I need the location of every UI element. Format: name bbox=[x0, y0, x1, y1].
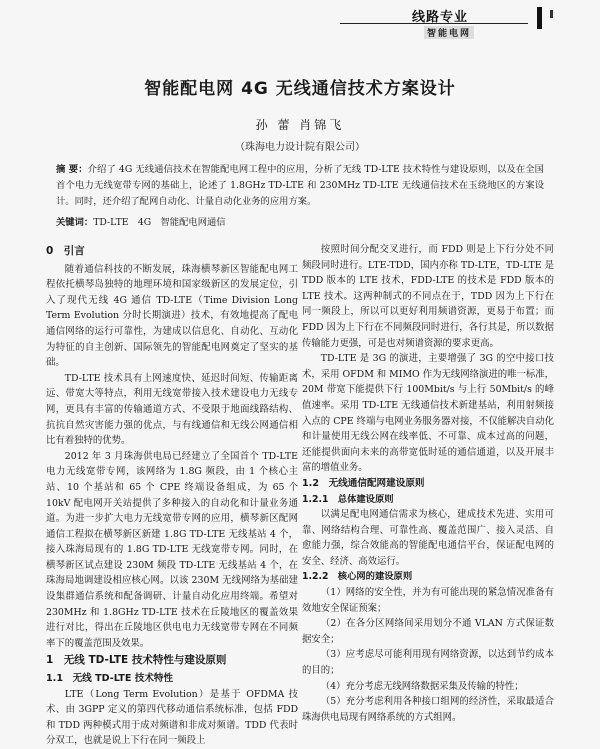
right-paragraph-2: TD-LTE 是 3G 的演进，主要增强了 3G 的空中接口技术，采用 OFDM 和 MIMO 作为无线网络演进的唯一标准，20M 带宽下能提供下行 100Mbit/s 与上行 50Mbit/s 的峰值速率。采用 TD-LTE 无线通信技术新建基站，利用射频接入点的 CPE 终端与电网业务服务器对接，不仅能解决自动化和计量使用无线公网在线率低、不可靠、成本过高的问题，还能提供面向未来的高带宽低时延的通信通道，以及开展丰富的增值业务。 bbox=[302, 353, 554, 474]
principle-item-2: （2）在各分区网络间采用划分不通 VLAN 方式保证数据安全； bbox=[302, 618, 554, 645]
section-1-2-1-paragraph: 以满足配电网通信需求为核心，建成技术先进、实用可靠、网络结构合理、可靠性高、覆盖范围广、接入灵活、自愈能力强，综合效能高的智能配电通信平台，保证配电网的安全、经济、高效运行。 bbox=[302, 509, 554, 567]
intro-paragraph-2: TD-LTE 技术具有上网速度快、延迟时间短、传输距离远、带宽大等特点，利用无线宽带接入技术建设电力无线专网，更具有丰富的传输通道方式、不受限于地面线路结构、抗抗自然灾害能力强的优点，与有线通信和无线公网通信相比有着独特的优势。 bbox=[46, 372, 298, 447]
abstract bbox=[56, 162, 544, 210]
paper-affiliation: （珠海电力设计院有限公司） bbox=[235, 142, 365, 153]
section-1-2-1-heading: 1.2.1 总体建设原则 bbox=[302, 493, 394, 505]
header-subtitle: 智能电网 bbox=[424, 26, 474, 39]
intro-heading: 0 引言 bbox=[46, 245, 85, 257]
principle-item-5: （5）充分考虑利用各种接口组网的经济性，采取最适合珠海供电局现有网络系统的方式组网。 bbox=[302, 696, 554, 723]
paper-authors: 孙 蕾 肖锦飞 bbox=[255, 118, 345, 132]
right-column bbox=[302, 242, 554, 722]
header-section-label: 线路专业 bbox=[412, 10, 469, 25]
header-small-mark bbox=[550, 10, 553, 18]
section-1-heading: 1 无线 TD-LTE 技术特性与建设原则 bbox=[46, 654, 227, 667]
section-1-2-heading: 1.2 无线通信配网建设原则 bbox=[302, 477, 425, 489]
section-1-1-paragraph-1: LTE（Long Term Evolution）是基于 OFDMA 技术、由 3GPP 定义的第四代移动通信系统标准，包括 FDD 和 TDD 两种模式用于成对频谱和非成对频谱。TDD 代表时分双工，也就是说上下行在同一频段上 bbox=[46, 688, 298, 747]
section-1-2-2-heading: 1.2.2 核心网的建设原则 bbox=[302, 571, 413, 583]
left-column bbox=[46, 242, 298, 747]
intro-paragraph-3: 2012 年 3 月珠海供电局已经建立了全国首个 TD-LTE 电力无线宽带专网，该网络为 1.8G 频段，由 1 个核心主站、10 个基站和 65 个 CPE 终端设备组成，为 65 个 10kV 配电网开关站提供了多种接入的自动化和计量业务通道。为进一步扩大电力无线宽带专网的应用，横琴新区配网通信工程拟在横琴新区新建 1.8G TD-LTE 无线基站 4 个，接入珠海局现有的 1.8G TD-LTE 无线宽带专网。同时，在横琴新区试点建设 230M 频段 TD-LTE 无线基站 4 个，在珠海局地调建设相应核心网。以该 230M 无线网络为基础建设集群通信系统和配备调研、计量自动化应用终端。希望对 230MHz 和 1.8GHz TD-LTE 技术在丘陵地区的覆盖效果进行对比，得出在丘陵地区供电电力无线宽带专网在不同频率下的覆盖范围及效果。 bbox=[46, 450, 298, 649]
principle-item-1: （1）网络的安全性，并为有可能出现的紧急情况准备有效地安全保证预案； bbox=[302, 587, 554, 614]
intro-paragraph-1: 随着通信科技的不断发展，珠海横琴新区智能配电网工程依托横琴岛独特的地理环境和国家级新区的发展定位，引入了现代无线 4G 通信 TD-LTE（Time Division Long Term Evolution 分时长期演进）技术，有效地提高了配电通信网络的运行可靠性，为建成以信息化、自动化、互动化为特征的自主创新、国际领先的智能配电网奠定了坚实的基础。 bbox=[46, 263, 298, 369]
principle-item-3: （3）应考虑尽可能利用现有网络资源，以达到节约成本的目的； bbox=[302, 649, 554, 677]
paper-title: 智能配电网 4G 无线通信技术方案设计 bbox=[144, 79, 456, 99]
abstract-text: 介绍了 4G 无线通信技术在智能配电网工程中的应用，分析了无线 TD-LTE 技术特性与建设原则，以及在全国首个电力无线宽带专网的基础上，论述了 1.8GHz TD-LTE 和 230MHz TD-LTE 无线通信技术在玉绕地区的方案设计。同时，还介绍了配网自动化、计量自动化业务的应用方案。 bbox=[56, 164, 544, 207]
header-bar-mark bbox=[537, 7, 542, 29]
principle-item-4: （4）充分考虑无线网络数据采集及传输的特性； bbox=[320, 680, 524, 692]
right-paragraph-1: 按照时间分配交叉进行，而 FDD 则是上下行分处不同频段同时进行。LTE-TDD，国内亦称 TD-LTE，TD-LTE 是 TDD 版本的 LTE 技术，FDD-LTE 的技术是 FDD 版本的 LTE 技术。这两种制式的不同点在于，TDD 因为上下行在同一频段上，所以可以更好利用频谱资源，更易于布置；而 FDD 因为上下行在不同频段同时进行，各行其是，所以数据传输能力更强，可是也对频谱资源的要求更高。 bbox=[302, 244, 554, 349]
running-header bbox=[340, 4, 590, 46]
section-1-1-heading: 1.1 无线 TD-LTE 技术特性 bbox=[46, 673, 174, 685]
keywords bbox=[56, 214, 544, 228]
keywords-text: TD-LTE 4G 智能配电网通信 bbox=[93, 217, 226, 228]
abstract-label: 摘 要： bbox=[56, 164, 88, 175]
keywords-label: 关键词： bbox=[56, 217, 94, 228]
